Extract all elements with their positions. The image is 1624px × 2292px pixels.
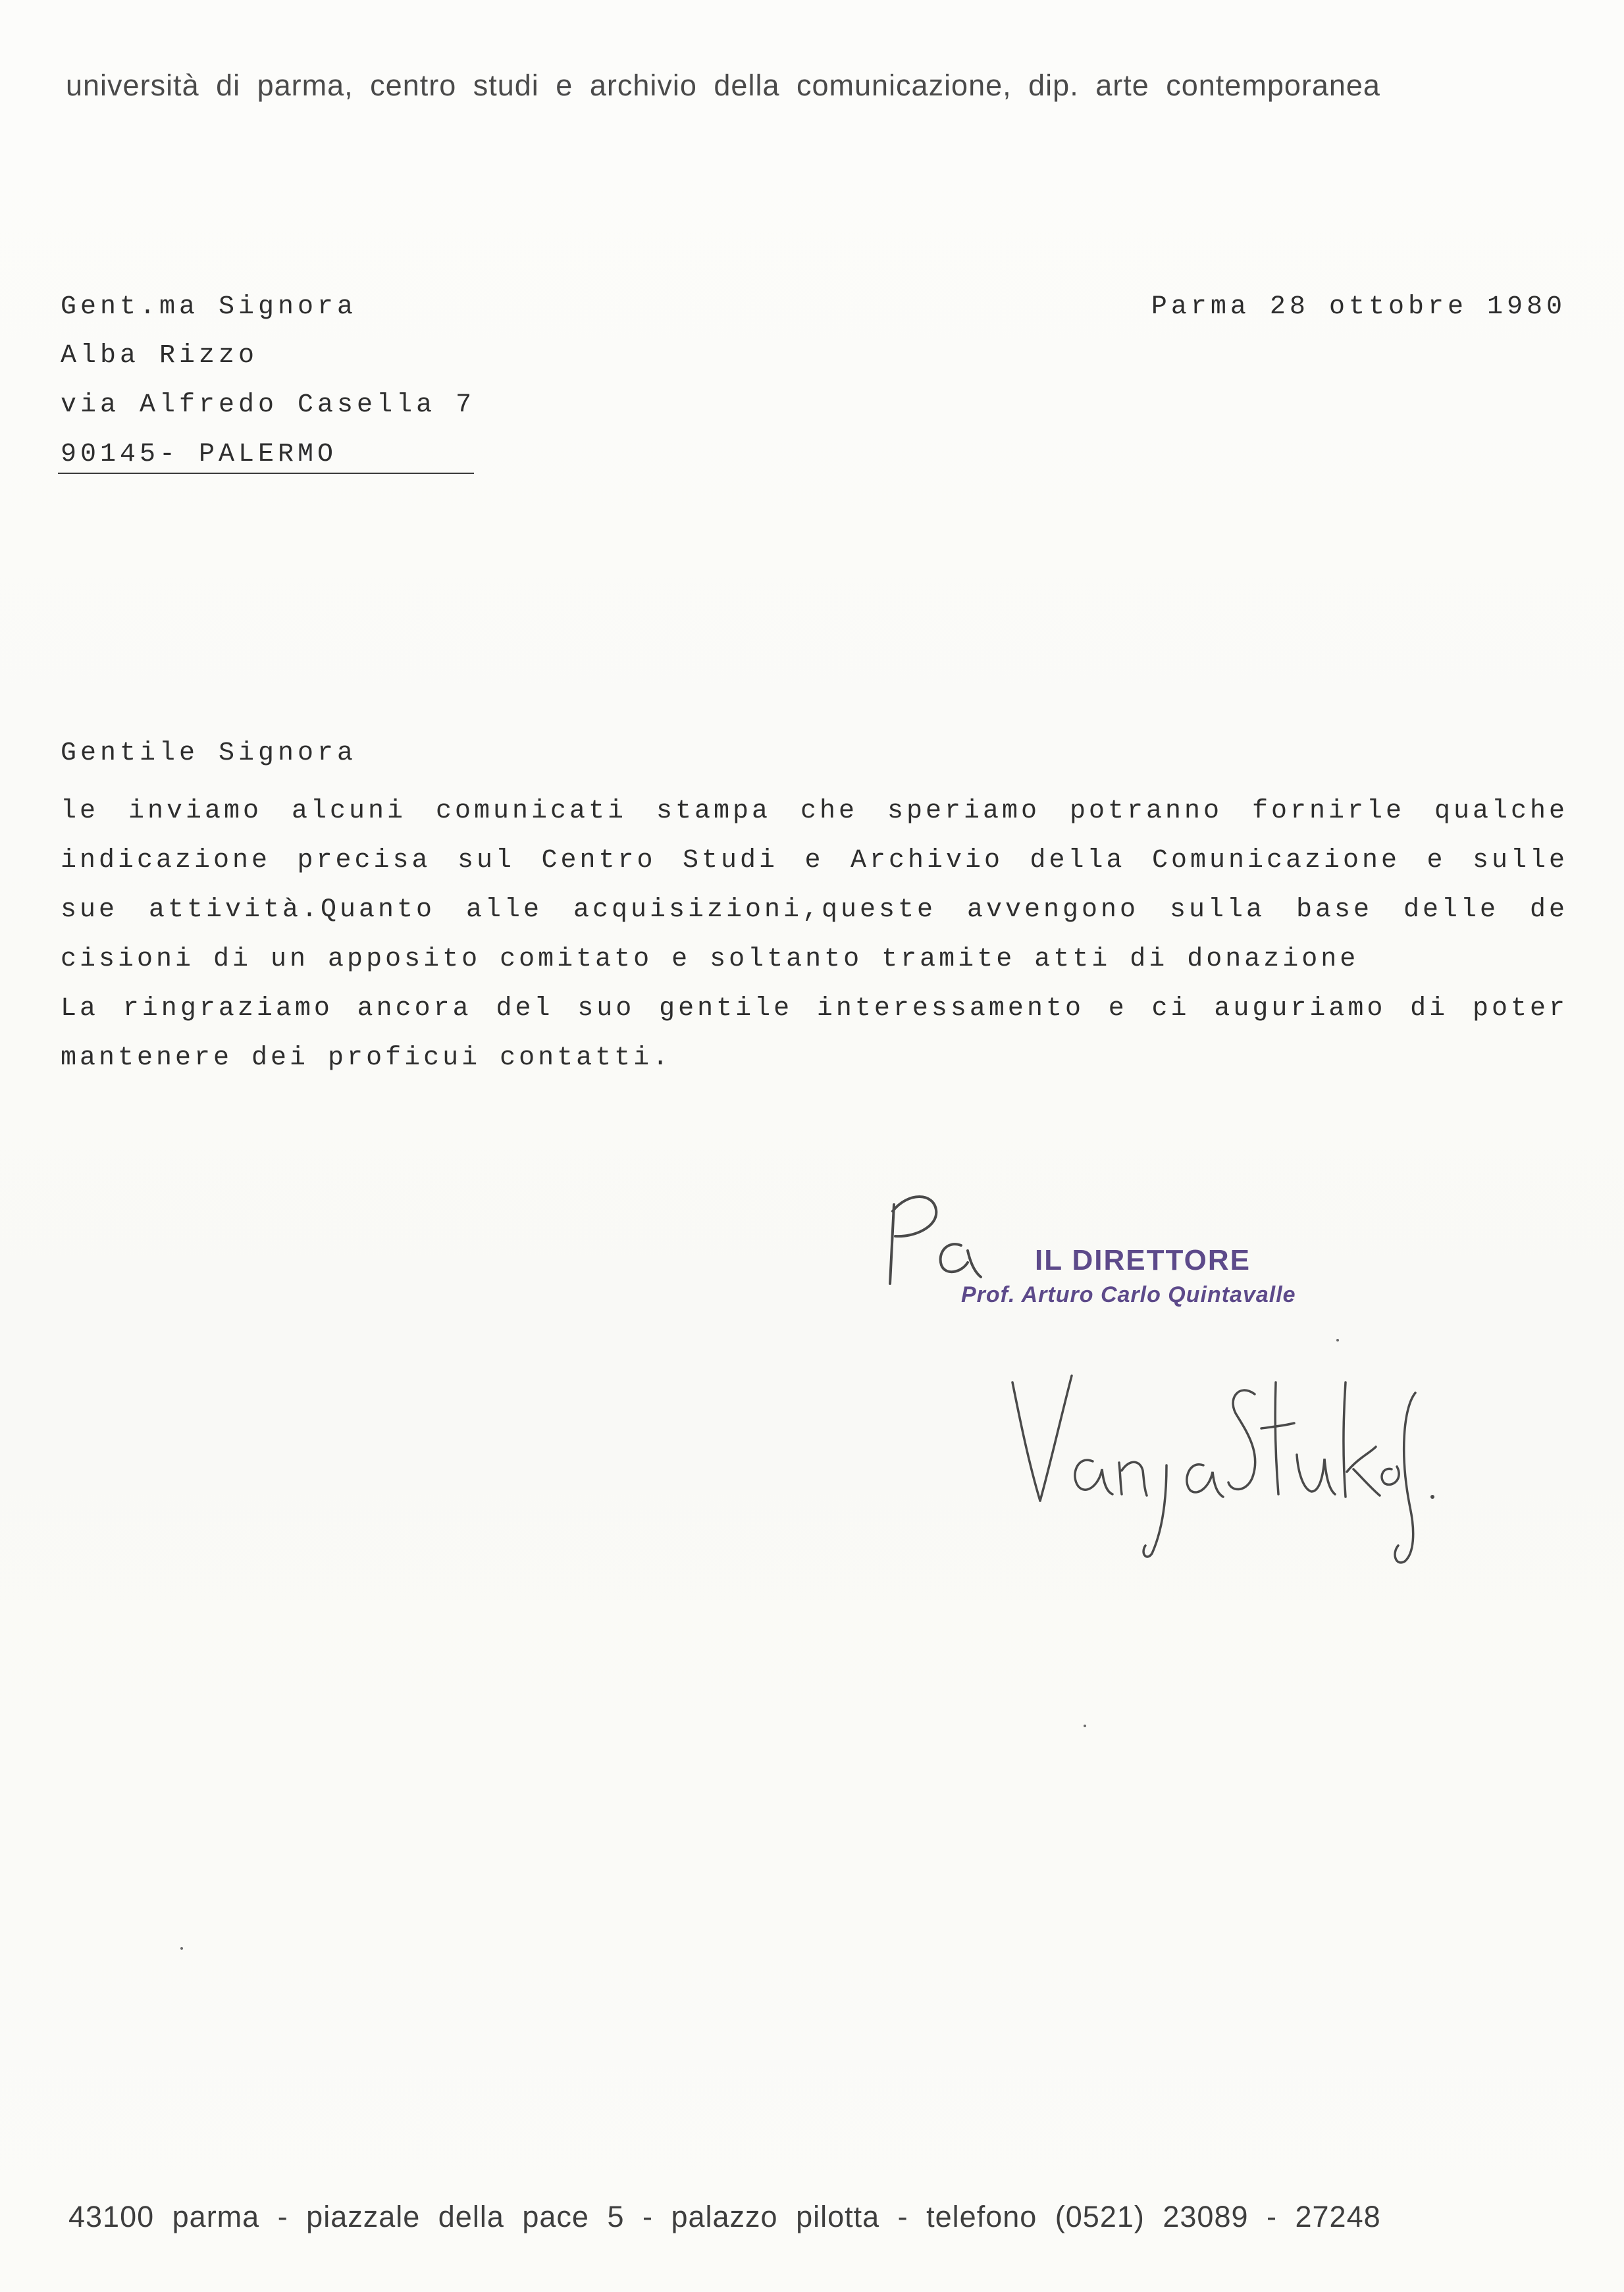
letter-body	[61, 787, 1568, 1083]
director-stamp	[961, 1244, 1296, 1308]
paper-speck	[1084, 1725, 1086, 1727]
letter-body-line: indicazione precisa sul Centro Studi e Archivio della Comunicazione e sulle	[61, 846, 1568, 875]
letter-body-line: cisioni di un apposito comitato e soltanto tramite atti di donazione	[61, 945, 1359, 974]
stamp-title: IL DIRETTORE	[1035, 1244, 1251, 1276]
letter-body-line: sue attività.Quanto alle acquisizioni,queste avvengono sulla base delle de	[61, 895, 1568, 925]
paper-speck	[180, 1947, 183, 1950]
letter-date: Parma 28 ottobre 1980	[1151, 292, 1566, 322]
address-underline	[58, 473, 474, 474]
letter-salutation: Gentile Signora	[61, 739, 357, 768]
letter-body-line: mantenere dei proficui contatti.	[61, 1043, 672, 1073]
recipient-line-street: via Alfredo Casella 7	[61, 390, 476, 420]
recipient-line-salutation: Gent.ma Signora	[61, 292, 357, 322]
stamp-name: Prof. Arturo Carlo Quintavalle	[961, 1282, 1296, 1307]
recipient-line-city: 90145- PALERMO	[61, 440, 338, 469]
recipient-line-name: Alba Rizzo	[61, 341, 259, 371]
letter-body-line: le inviamo alcuni comunicati stampa che speriamo potranno fornirle qualche	[61, 796, 1568, 826]
handwritten-signature	[994, 1356, 1442, 1567]
letterhead-footer: 43100 parma - piazzale della pace 5 - palazzo pilotta - telefono (0521) 23089 - 27248	[68, 2200, 1381, 2233]
letterhead: università di parma, centro studi e archivio della comunicazione, dip. arte contemporanea	[66, 68, 1380, 102]
letter-body-line: La ringraziamo ancora del suo gentile interessamento e ci auguriamo di poter	[61, 994, 1568, 1024]
paper-speck	[1336, 1339, 1339, 1341]
